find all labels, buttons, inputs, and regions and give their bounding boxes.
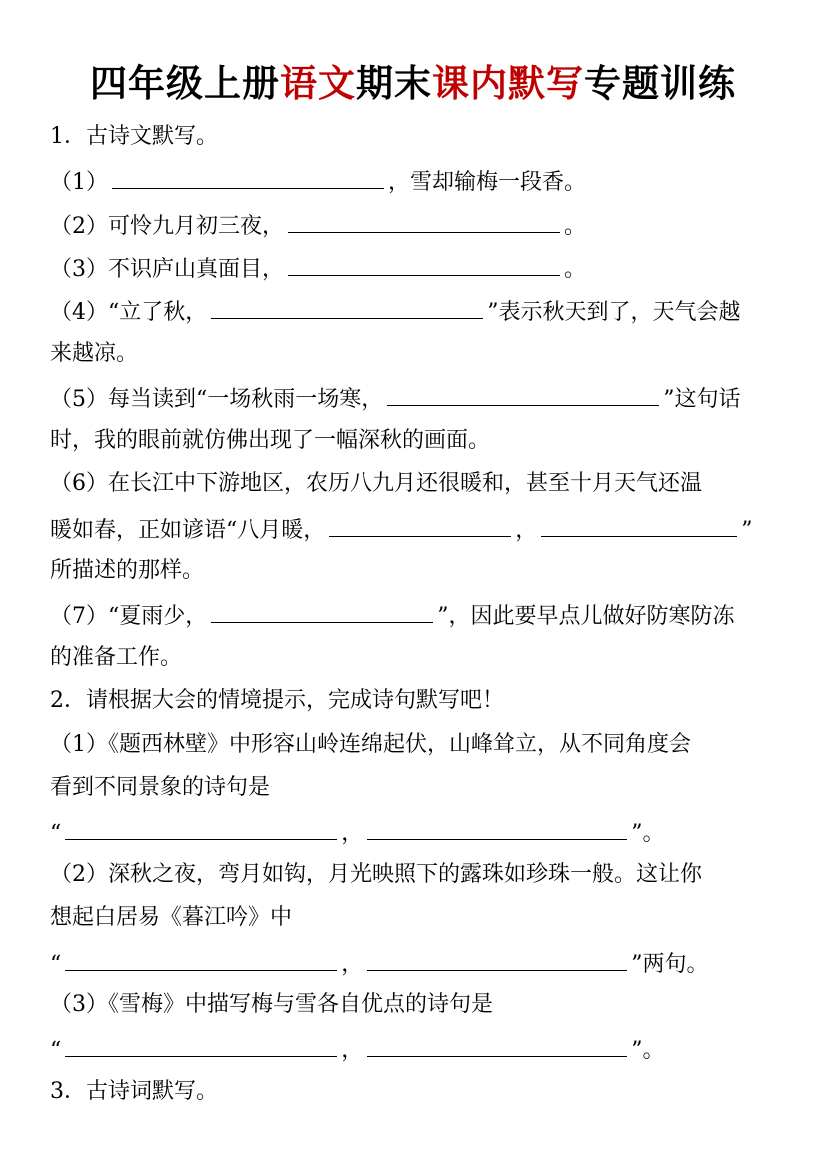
- q2-item1-answer: [50, 815, 780, 850]
- comma: ，: [341, 1038, 364, 1063]
- close-quote: ”。: [631, 821, 665, 846]
- q1-item7: [50, 598, 780, 633]
- title-part2: 语文: [280, 62, 356, 105]
- q1-item6-post: ”: [741, 518, 753, 543]
- q1-heading: 1．古诗文默写。: [50, 124, 218, 149]
- q1-item5-pre: （5）每当读到“一场秋雨一场寒，: [50, 387, 384, 412]
- close-text: ”两句。: [631, 952, 709, 977]
- q1-item6-line1: （6）在长江中下游地区，农历八九月还很暖和，甚至十月天气还温: [50, 471, 702, 496]
- q2-item2-answer: [50, 946, 780, 981]
- q1-item5-cont: 时，我的眼前就仿佛出现了一幅深秋的画面。: [50, 428, 491, 453]
- q1-item3-post: 。: [564, 257, 587, 282]
- q1-item4: [50, 294, 780, 329]
- q1-item3-pre: （3）不识庐山真面目，: [50, 257, 284, 282]
- answer-blank[interactable]: [387, 381, 659, 406]
- open-quote: “: [50, 952, 62, 977]
- q1-item7-pre: （7）“夏雨少，: [50, 604, 208, 629]
- title-part4: 课内默写: [432, 62, 584, 105]
- q1-item1-pre: （1）: [50, 170, 108, 195]
- title-part5: 专题训练: [584, 62, 736, 105]
- answer-blank[interactable]: [65, 1032, 337, 1057]
- answer-blank[interactable]: [65, 815, 337, 840]
- answer-blank[interactable]: [65, 946, 337, 971]
- close-quote: ”。: [631, 1038, 665, 1063]
- q1-item7-cont: 的准备工作。: [50, 645, 183, 670]
- q2-item3-answer: [50, 1032, 780, 1067]
- q1-item6-mid: ，: [515, 518, 538, 543]
- answer-blank[interactable]: [541, 512, 737, 537]
- title-part3: 期末: [356, 62, 432, 105]
- answer-blank[interactable]: [211, 294, 483, 319]
- answer-blank[interactable]: [329, 512, 511, 537]
- answer-blank[interactable]: [288, 251, 560, 276]
- open-quote: “: [50, 821, 62, 846]
- answer-blank[interactable]: [367, 815, 627, 840]
- q1-item4-post: ”表示秋天到了，天气会越: [487, 300, 741, 325]
- q2-item1-line1: （1）《题西林壁》中形容山岭连绵起伏，山峰耸立，从不同角度会: [50, 732, 691, 757]
- comma: ，: [341, 821, 364, 846]
- answer-blank[interactable]: [211, 598, 433, 623]
- answer-blank[interactable]: [367, 946, 627, 971]
- q1-item5-post: ”这句话: [663, 387, 741, 412]
- answer-blank[interactable]: [367, 1032, 627, 1057]
- answer-blank[interactable]: [288, 208, 560, 233]
- q2-heading: 2．请根据大会的情境提示，完成诗句默写吧！: [50, 688, 504, 713]
- q3-heading: 3．古诗词默写。: [50, 1079, 218, 1104]
- q1-item1: [50, 164, 780, 199]
- q1-item3: [50, 251, 780, 286]
- q1-item4-cont: 来越凉。: [50, 341, 139, 366]
- q1-item6-pre: 暖如春，正如谚语“八月暖，: [50, 518, 326, 543]
- q1-item2-post: 。: [564, 214, 587, 239]
- q2-item3-line1: （3）《雪梅》中描写梅与雪各自优点的诗句是: [50, 992, 493, 1017]
- q1-item7-post: ”，因此要早点儿做好防寒防冻: [437, 604, 735, 629]
- q1-item1-post: ，雪却输梅一段香。: [388, 170, 587, 195]
- q1-item6-cont: 所描述的那样。: [50, 558, 205, 583]
- q1-item4-pre: （4）“立了秋，: [50, 300, 208, 325]
- q1-item6: [50, 512, 780, 547]
- answer-blank[interactable]: [112, 164, 384, 189]
- title-part1: 四年级上册: [90, 62, 280, 105]
- page-title: [0, 58, 826, 110]
- q1-item5: [50, 381, 780, 416]
- q2-item2-line2: 想起白居易《暮江吟》中: [50, 905, 293, 930]
- q1-item2-pre: （2）可怜九月初三夜，: [50, 214, 284, 239]
- q2-item1-line2: 看到不同景象的诗句是: [50, 775, 271, 800]
- q1-item2: [50, 208, 780, 243]
- comma: ，: [341, 952, 364, 977]
- open-quote: “: [50, 1038, 62, 1063]
- q2-item2-line1: （2）深秋之夜，弯月如钩，月光映照下的露珠如珍珠一般。这让你: [50, 862, 702, 887]
